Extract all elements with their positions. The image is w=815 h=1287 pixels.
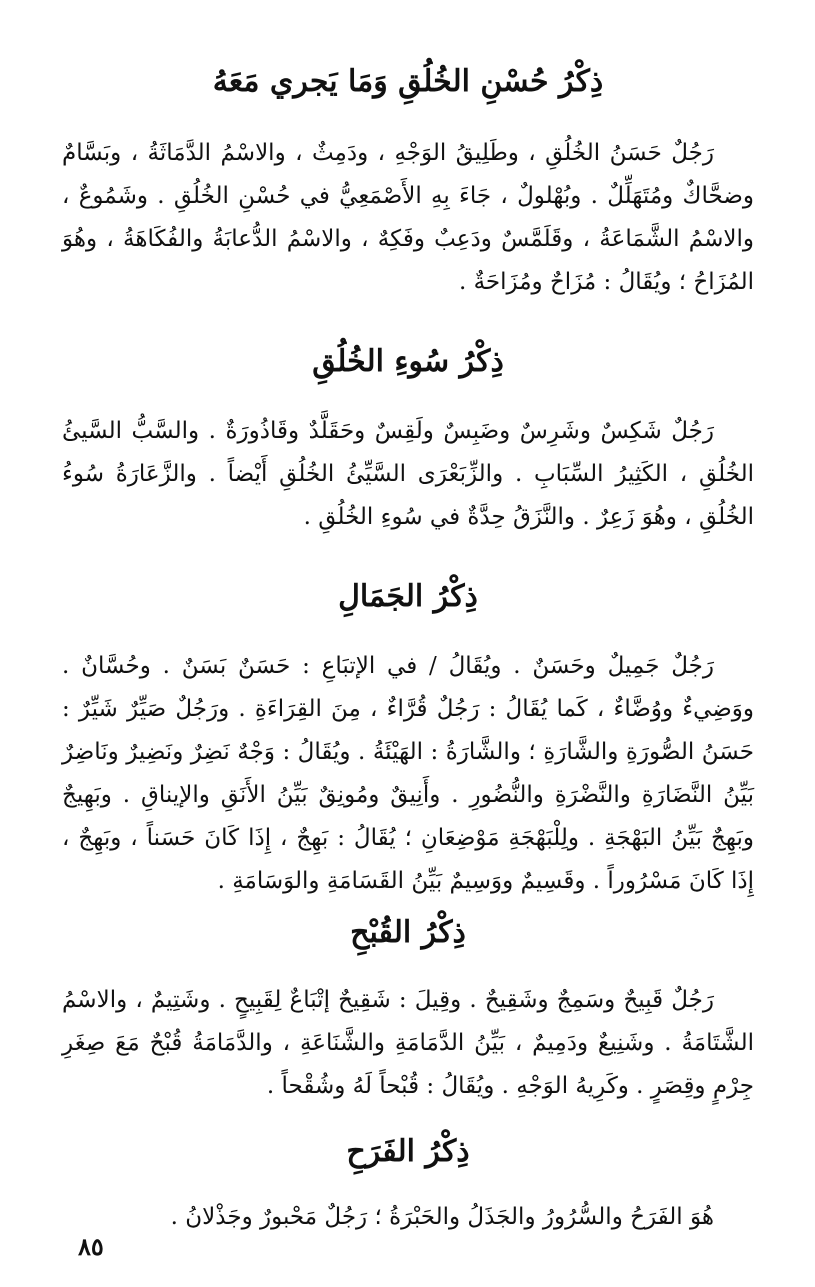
section-title-bad-manners: ذِكْرُ سُوءِ الخُلُقِ: [312, 344, 504, 379]
section-title-good-manners: ذِكْرُ حُسْنِ الخُلُقِ وَمَا يَجري مَعَهُ: [212, 64, 604, 99]
section-paragraph-beauty: [62, 645, 754, 903]
section-title-beauty: ذِكْرُ الجَمَالِ: [338, 579, 478, 614]
page-number: ٨٥: [78, 1232, 104, 1261]
paragraph-text: رَجُلٌ قَبِيحٌ وسَمِجٌ وشَقِيحٌ . وقِيلَ : شَقِيحٌ إتْبَاعٌ لِقَبِيحٍ . وشَتِيمٌ ، والاسْمُ الشَّتَامَةُ . وشَنِيعٌ ودَمِيمٌ ، بَيِّنُ الدَّمَامَةِ والشَّنَاعَةِ ، والدَّمَامَةُ قُبْحٌ مَعَ صِغَرِ جِرْمٍ وقِصَرٍ . وكَرِيهُ الوَجْهِ . ويُقَالُ : قُبْحاً لَهُ وشُقْحاً .: [62, 987, 754, 1099]
section-paragraph-ugliness: [62, 979, 754, 1108]
paragraph-text: هُوَ الفَرَحُ والسُّرُورُ والجَذَلُ والحَبْرَةُ ؛ رَجُلٌ مَحْبورٌ وجَذْلانُ .: [170, 1204, 714, 1230]
paragraph-text: رَجُلٌ شَكِسٌ وشَرِسٌ وضَبِسٌ ولَقِسٌ وحَقَلَّدٌ وقَاذُورَةٌ . والسَّبُّ السَّيئُ الخُلُقِ ، الكَثِيرُ السِّبَابِ . والزِّبَعْرَى السَّيِّئُ الخُلُقِ أَيْضاً . والزَّعَارَةُ سُوءُ الخُلُقِ ، وهُوَ زَعِرٌ . والنَّزَقُ حِدَّةٌ في سُوءِ الخُلُقِ .: [62, 418, 754, 530]
paragraph-text: رَجُلٌ جَمِيلٌ وحَسَنٌ . ويُقَالُ / في الإتبَاعِ : حَسَنٌ بَسَنٌ . وحُسَّانٌ . ووَضِيءٌ ووُضَّاءٌ ، كَما يُقَالُ : رَجُلٌ قُرَّاءٌ ، مِنَ القِرَاءَةِ . ورَجُلٌ صَيِّرٌ شَيِّرٌ : حَسَنُ الصُّورَةِ والشَّارَةِ ؛ والشَّارَةُ : الهَيْئَةُ . ويُقَالُ : وَجْهٌ نَضِرٌ ونَضِيرٌ ونَاضِرٌ بَيِّنُ النَّضَارَةِ والنَّضْرَةِ والنُّضُورِ . وأَنِيقٌ ومُونِقٌ بَيِّنُ الأَنَقِ والإيناقِ . وبَهِيجٌ وبَهِجٌ بَيِّنُ البَهْجَةِ . ولِلْبَهْجَةِ مَوْضِعَانِ ؛ يُقَالُ : بَهِجٌ ، إِذَا كَانَ حَسَناً ، وبَهِجٌ ، إِذَا كَانَ مَسْرُوراً . وقَسِيمٌ ووَسِيمٌ بَيِّنُ القَسَامَةِ والوَسَامَةِ .: [62, 653, 754, 894]
paragraph-text: رَجُلٌ حَسَنُ الخُلُقِ ، وطَلِيقُ الوَجْهِ ، ودَمِثٌ ، والاسْمُ الدَّمَاثَةُ ، وبَسَّامٌ وضحَّاكٌ ومُتَهَلِّلٌ . وبُهْلولٌ ، جَاءَ بِهِ الأَصْمَعِيُّ في حُسْنِ الخُلُقِ . وشَمُوعٌ ، والاسْمُ الشَّمَاعَةُ ، وقَلَمَّسٌ ودَعِبٌ وفَكِهٌ ، والاسْمُ الدُّعابَةُ والفُكَاهَةُ ، وهُوَ المُزَاحُ ؛ ويُقَالُ : مُزَاحٌ ومُزَاحَةٌ .: [62, 140, 754, 295]
section-paragraph-joy: [62, 1196, 754, 1239]
section-paragraph-good-manners: [62, 132, 754, 304]
book-page: [62, 48, 754, 1248]
section-title-joy: ذِكْرُ الفَرَحِ: [346, 1134, 470, 1169]
section-paragraph-bad-manners: [62, 410, 754, 539]
section-title-ugliness: ذِكْرُ القُبْحِ: [350, 915, 466, 950]
